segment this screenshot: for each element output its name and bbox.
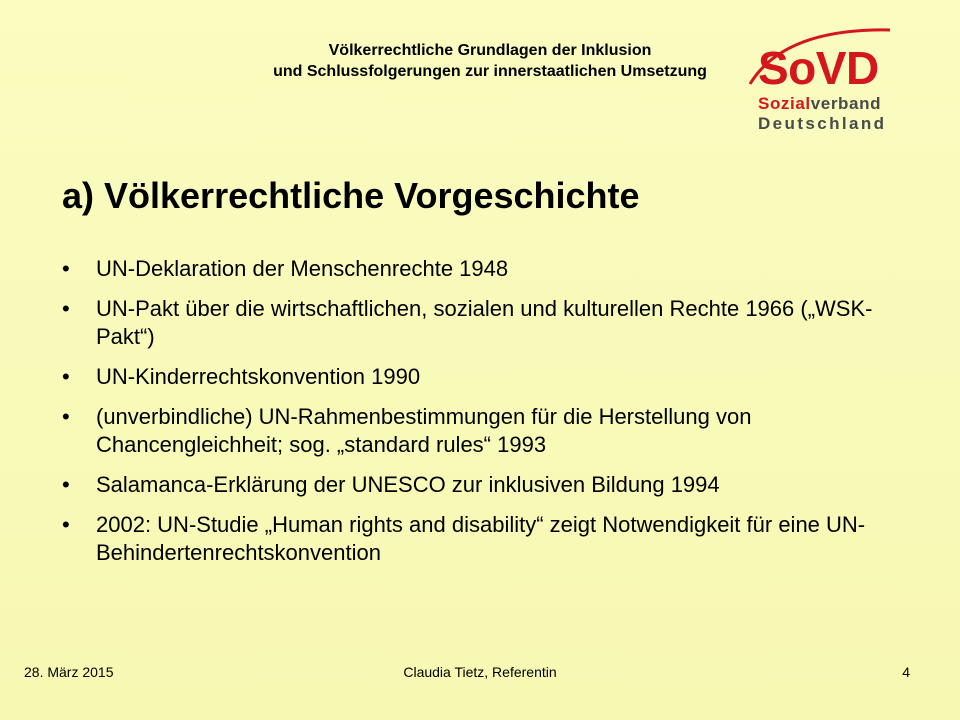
footer-date: 28. März 2015 [24, 664, 114, 680]
bullet-text: UN-Deklaration der Menschenrechte 1948 [96, 256, 509, 281]
bullet-dot-icon: • [62, 404, 70, 429]
bullet-list [62, 255, 912, 579]
page-number: 4 [902, 664, 910, 680]
sovd-logo [758, 42, 938, 134]
logo-verband: verband [810, 94, 882, 113]
bullet-item [62, 511, 912, 567]
bullet-item [62, 255, 912, 283]
slide-header [180, 40, 800, 82]
logo-main-text: SoVD [758, 42, 879, 94]
bullet-dot-icon: • [62, 296, 70, 321]
footer-author: Claudia Tietz, Referentin [403, 664, 557, 680]
bullet-dot-icon: • [62, 512, 70, 537]
bullet-dot-icon: • [62, 256, 70, 281]
slide-title: a) Völkerrechtliche Vorgeschichte [62, 175, 640, 216]
bullet-text: Salamanca-Erklärung der UNESCO zur inklusiven Bildung 1994 [96, 472, 720, 497]
bullet-text: UN-Kinderrechtskonvention 1990 [96, 364, 421, 389]
bullet-text: UN-Pakt über die wirtschaftlichen, sozialen und kulturellen Rechte 1966 („WSK-Pakt“) [96, 296, 873, 349]
logo-subtitle-1 [758, 94, 938, 114]
header-line-2: und Schlussfolgerungen zur innerstaatlichen Umsetzung [273, 63, 707, 80]
bullet-item [62, 295, 912, 351]
bullet-text: 2002: UN-Studie „Human rights and disability“ zeigt Notwendigkeit für eine UN-Behindertenrechtskonvention [96, 512, 866, 565]
bullet-text: (unverbindliche) UN-Rahmenbestimmungen für die Herstellung von Chancengleichheit; sog. „standard rules“ 1993 [96, 404, 752, 457]
bullet-item [62, 471, 912, 499]
logo-sozial: Sozial [758, 94, 811, 113]
logo-subtitle-2: Deutschland [758, 114, 887, 133]
bullet-dot-icon: • [62, 472, 70, 497]
bullet-dot-icon: • [62, 364, 70, 389]
bullet-item [62, 363, 912, 391]
bullet-item [62, 403, 912, 459]
header-line-1: Völkerrechtliche Grundlagen der Inklusion [328, 42, 652, 59]
